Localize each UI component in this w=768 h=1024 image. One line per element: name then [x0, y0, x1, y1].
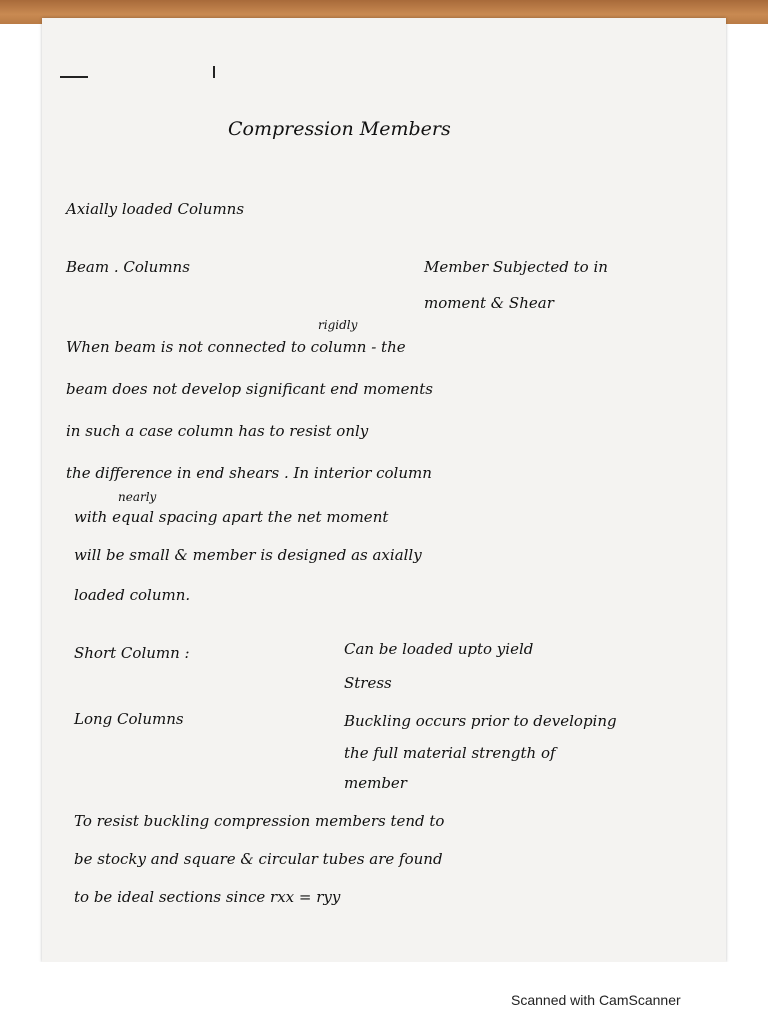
pen-mark — [213, 66, 215, 78]
text-line: be stocky and square & circular tubes are found — [74, 850, 443, 868]
text-line: loaded column. — [74, 586, 191, 604]
text-line: moment & Shear — [424, 294, 554, 312]
text-line: Long Columns — [74, 710, 184, 728]
text-line: with equal spacing apart the net moment — [74, 508, 389, 526]
text-line: Axially loaded Columns — [66, 200, 245, 218]
text-line: Can be loaded upto yield — [344, 640, 534, 658]
text-line: When beam is not connected to column - the — [66, 338, 406, 356]
insertion-note: nearly — [118, 490, 157, 504]
text-line: Buckling occurs prior to developing — [344, 712, 617, 730]
page-title: Compression Members — [228, 118, 451, 140]
text-line: to be ideal sections since rxx = ryy — [74, 888, 341, 906]
text-line: Stress — [344, 674, 392, 692]
text-line: Member Subjected to in — [424, 258, 608, 276]
text-line: will be small & member is designed as axially — [74, 546, 422, 564]
insertion-note: rigidly — [318, 318, 358, 332]
text-line: To resist buckling compression members tend to — [74, 812, 445, 830]
camscanner-watermark: Scanned with CamScanner — [511, 992, 681, 1008]
text-line: beam does not develop significant end moments — [66, 380, 433, 398]
text-line: Short Column : — [74, 644, 190, 662]
text-line: the difference in end shears . In interior column — [66, 464, 432, 482]
text-line: the full material strength of — [344, 744, 556, 762]
text-line: Beam . Columns — [66, 258, 190, 276]
pen-mark — [60, 76, 88, 78]
text-line: in such a case column has to resist only — [66, 422, 369, 440]
text-line: member — [344, 774, 407, 792]
